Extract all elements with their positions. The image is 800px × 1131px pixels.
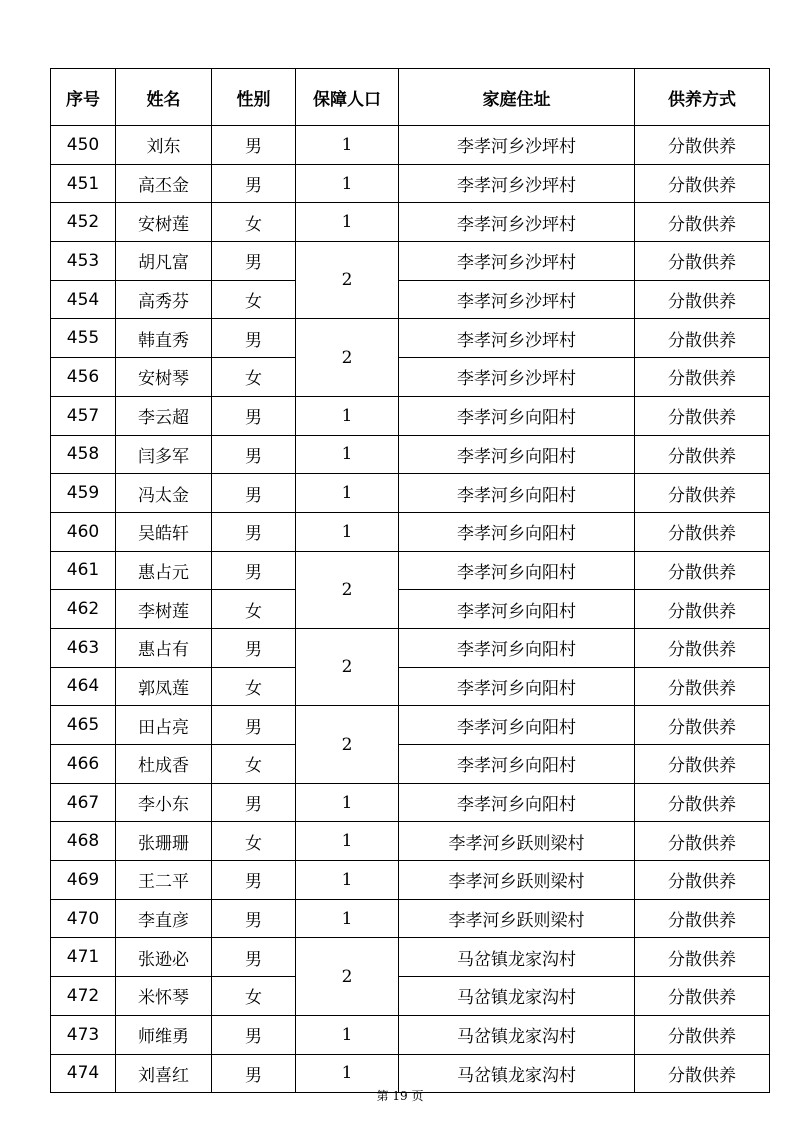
- table-row: [51, 396, 770, 435]
- cell-name: 高秀芬: [116, 280, 212, 319]
- cell-name: 冯太金: [116, 474, 212, 513]
- cell-number: 466: [51, 745, 116, 784]
- cell-support: 分散供养: [635, 396, 770, 435]
- cell-address: 李孝河乡向阳村: [399, 435, 635, 474]
- cell-gender: 男: [212, 474, 296, 513]
- table-row: [51, 551, 770, 590]
- cell-gender: 女: [212, 977, 296, 1016]
- cell-name: 李云超: [116, 396, 212, 435]
- cell-count: 1: [296, 1015, 399, 1054]
- cell-number: 474: [51, 1054, 116, 1093]
- cell-gender: 男: [212, 126, 296, 165]
- cell-gender: 男: [212, 319, 296, 358]
- cell-count: 1: [296, 396, 399, 435]
- cell-number: 472: [51, 977, 116, 1016]
- table-row: [51, 358, 770, 397]
- cell-name: 安树莲: [116, 203, 212, 242]
- cell-number: 470: [51, 899, 116, 938]
- cell-number: 464: [51, 667, 116, 706]
- cell-support: 分散供养: [635, 667, 770, 706]
- header-support: 供养方式: [635, 69, 770, 126]
- cell-gender: 女: [212, 280, 296, 319]
- cell-address: 李孝河乡沙坪村: [399, 242, 635, 281]
- cell-number: 467: [51, 783, 116, 822]
- cell-name: 杜成香: [116, 745, 212, 784]
- cell-name: 李树莲: [116, 590, 212, 629]
- cell-gender: 男: [212, 512, 296, 551]
- table-row: [51, 474, 770, 513]
- table-row: [51, 435, 770, 474]
- header-gender: 性别: [212, 69, 296, 126]
- cell-count: 1: [296, 474, 399, 513]
- cell-support: 分散供养: [635, 319, 770, 358]
- cell-count: 2: [296, 551, 399, 628]
- cell-address: 马岔镇龙家沟村: [399, 1054, 635, 1093]
- cell-address: 李孝河乡向阳村: [399, 396, 635, 435]
- table-row: [51, 706, 770, 745]
- cell-count: 1: [296, 512, 399, 551]
- table-row: [51, 280, 770, 319]
- cell-support: 分散供养: [635, 474, 770, 513]
- cell-address: 马岔镇龙家沟村: [399, 938, 635, 977]
- cell-address: 李孝河乡向阳村: [399, 512, 635, 551]
- table-row: [51, 628, 770, 667]
- cell-gender: 女: [212, 358, 296, 397]
- cell-address: 李孝河乡向阳村: [399, 783, 635, 822]
- cell-support: 分散供养: [635, 590, 770, 629]
- cell-support: 分散供养: [635, 977, 770, 1016]
- cell-address: 李孝河乡跃则梁村: [399, 861, 635, 900]
- cell-number: 468: [51, 822, 116, 861]
- cell-count: 1: [296, 899, 399, 938]
- cell-support: 分散供养: [635, 435, 770, 474]
- table-row: [51, 1015, 770, 1054]
- cell-address: 李孝河乡沙坪村: [399, 280, 635, 319]
- cell-support: 分散供养: [635, 242, 770, 281]
- cell-number: 455: [51, 319, 116, 358]
- roster-body: [51, 126, 770, 1093]
- page-number: 第 19 页: [376, 1089, 424, 1103]
- cell-support: 分散供养: [635, 512, 770, 551]
- cell-count: 1: [296, 435, 399, 474]
- cell-support: 分散供养: [635, 783, 770, 822]
- cell-name: 韩直秀: [116, 319, 212, 358]
- cell-address: 马岔镇龙家沟村: [399, 977, 635, 1016]
- cell-name: 李直彦: [116, 899, 212, 938]
- cell-number: 456: [51, 358, 116, 397]
- cell-address: 李孝河乡向阳村: [399, 590, 635, 629]
- cell-gender: 女: [212, 822, 296, 861]
- cell-name: 吴皓轩: [116, 512, 212, 551]
- cell-gender: 男: [212, 938, 296, 977]
- cell-support: 分散供养: [635, 551, 770, 590]
- cell-count: 1: [296, 126, 399, 165]
- cell-gender: 男: [212, 899, 296, 938]
- table-row: [51, 822, 770, 861]
- cell-number: 473: [51, 1015, 116, 1054]
- cell-address: 李孝河乡沙坪村: [399, 164, 635, 203]
- cell-number: 453: [51, 242, 116, 281]
- cell-count: 1: [296, 783, 399, 822]
- cell-gender: 男: [212, 628, 296, 667]
- cell-count: 2: [296, 319, 399, 396]
- cell-name: 刘喜红: [116, 1054, 212, 1093]
- cell-name: 米怀琴: [116, 977, 212, 1016]
- table-row: [51, 899, 770, 938]
- cell-number: 451: [51, 164, 116, 203]
- cell-address: 李孝河乡跃则梁村: [399, 899, 635, 938]
- cell-support: 分散供养: [635, 628, 770, 667]
- table-row: [51, 590, 770, 629]
- cell-address: 李孝河乡沙坪村: [399, 358, 635, 397]
- cell-name: 惠占有: [116, 628, 212, 667]
- cell-gender: 男: [212, 435, 296, 474]
- cell-address: 李孝河乡向阳村: [399, 745, 635, 784]
- table-row: [51, 126, 770, 165]
- table-row: [51, 977, 770, 1016]
- cell-gender: 男: [212, 1015, 296, 1054]
- cell-support: 分散供养: [635, 1054, 770, 1093]
- cell-number: 458: [51, 435, 116, 474]
- cell-gender: 男: [212, 164, 296, 203]
- cell-number: 463: [51, 628, 116, 667]
- cell-gender: 男: [212, 242, 296, 281]
- cell-number: 469: [51, 861, 116, 900]
- cell-count: 1: [296, 1054, 399, 1093]
- cell-address: 李孝河乡沙坪村: [399, 319, 635, 358]
- cell-address: 李孝河乡向阳村: [399, 628, 635, 667]
- cell-number: 457: [51, 396, 116, 435]
- cell-address: 李孝河乡向阳村: [399, 474, 635, 513]
- cell-name: 安树琴: [116, 358, 212, 397]
- table-row: [51, 203, 770, 242]
- cell-number: 459: [51, 474, 116, 513]
- cell-support: 分散供养: [635, 164, 770, 203]
- cell-support: 分散供养: [635, 861, 770, 900]
- cell-name: 刘东: [116, 126, 212, 165]
- cell-support: 分散供养: [635, 745, 770, 784]
- table-row: [51, 164, 770, 203]
- header-row: [51, 69, 770, 126]
- cell-number: 454: [51, 280, 116, 319]
- cell-name: 胡凡富: [116, 242, 212, 281]
- cell-count: 1: [296, 861, 399, 900]
- cell-number: 471: [51, 938, 116, 977]
- table-row: [51, 861, 770, 900]
- cell-gender: 男: [212, 396, 296, 435]
- cell-count: 1: [296, 203, 399, 242]
- cell-number: 460: [51, 512, 116, 551]
- cell-name: 惠占元: [116, 551, 212, 590]
- table-row: [51, 512, 770, 551]
- cell-gender: 男: [212, 783, 296, 822]
- cell-support: 分散供养: [635, 280, 770, 319]
- cell-address: 李孝河乡沙坪村: [399, 203, 635, 242]
- cell-number: 462: [51, 590, 116, 629]
- cell-gender: 男: [212, 861, 296, 900]
- cell-name: 郭凤莲: [116, 667, 212, 706]
- header-num: 序号: [51, 69, 116, 126]
- cell-address: 李孝河乡沙坪村: [399, 126, 635, 165]
- cell-support: 分散供养: [635, 1015, 770, 1054]
- cell-number: 452: [51, 203, 116, 242]
- cell-address: 李孝河乡跃则梁村: [399, 822, 635, 861]
- cell-count: 2: [296, 938, 399, 1015]
- cell-gender: 女: [212, 203, 296, 242]
- header-count: 保障人口: [296, 69, 399, 126]
- cell-count: 1: [296, 822, 399, 861]
- cell-number: 450: [51, 126, 116, 165]
- cell-name: 田占亮: [116, 706, 212, 745]
- cell-name: 王二平: [116, 861, 212, 900]
- cell-support: 分散供养: [635, 706, 770, 745]
- cell-address: 马岔镇龙家沟村: [399, 1015, 635, 1054]
- cell-address: 李孝河乡向阳村: [399, 667, 635, 706]
- table-row: [51, 783, 770, 822]
- cell-name: 高丕金: [116, 164, 212, 203]
- roster-table: [50, 68, 770, 1093]
- cell-address: 李孝河乡向阳村: [399, 551, 635, 590]
- cell-number: 465: [51, 706, 116, 745]
- table-row: [51, 745, 770, 784]
- table-row: [51, 319, 770, 358]
- cell-support: 分散供养: [635, 899, 770, 938]
- cell-gender: 女: [212, 590, 296, 629]
- cell-address: 李孝河乡向阳村: [399, 706, 635, 745]
- cell-count: 2: [296, 242, 399, 319]
- cell-count: 2: [296, 628, 399, 705]
- cell-number: 461: [51, 551, 116, 590]
- cell-name: 张珊珊: [116, 822, 212, 861]
- table-row: [51, 938, 770, 977]
- cell-gender: 男: [212, 551, 296, 590]
- cell-gender: 女: [212, 667, 296, 706]
- cell-count: 1: [296, 164, 399, 203]
- cell-support: 分散供养: [635, 822, 770, 861]
- cell-name: 张逊必: [116, 938, 212, 977]
- cell-gender: 女: [212, 745, 296, 784]
- header-name: 姓名: [116, 69, 212, 126]
- cell-name: 闫多军: [116, 435, 212, 474]
- cell-gender: 男: [212, 1054, 296, 1093]
- cell-support: 分散供养: [635, 203, 770, 242]
- table-row: [51, 242, 770, 281]
- cell-name: 李小东: [116, 783, 212, 822]
- cell-name: 师维勇: [116, 1015, 212, 1054]
- header-address: 家庭住址: [399, 69, 635, 126]
- cell-gender: 男: [212, 706, 296, 745]
- cell-support: 分散供养: [635, 938, 770, 977]
- cell-support: 分散供养: [635, 358, 770, 397]
- table-row: [51, 667, 770, 706]
- cell-count: 2: [296, 706, 399, 783]
- cell-support: 分散供养: [635, 126, 770, 165]
